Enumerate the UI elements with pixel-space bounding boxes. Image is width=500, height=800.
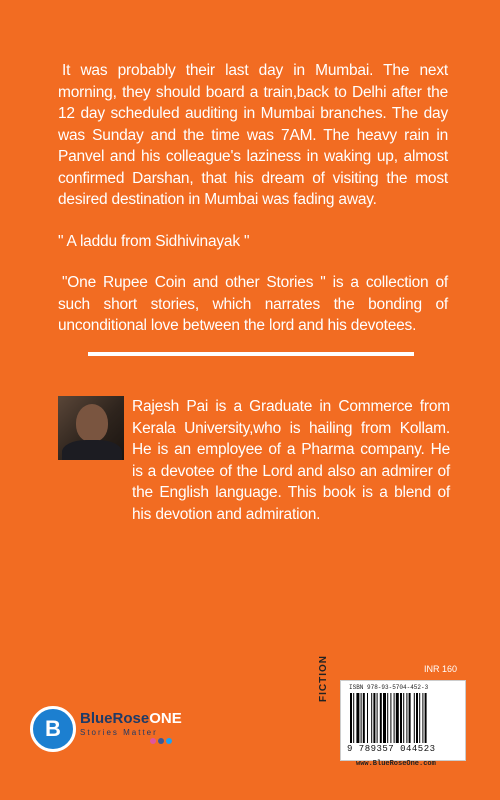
publisher-url: www.BlueRoseOne.com [356, 760, 436, 768]
social-icons [150, 738, 172, 744]
instagram-icon [150, 738, 156, 744]
barcode-bar [380, 693, 382, 743]
facebook-icon [158, 738, 164, 744]
isbn-barcode [340, 680, 466, 761]
barcode-bar [371, 693, 372, 743]
barcode-bar [363, 693, 365, 743]
barcode-bar [377, 693, 378, 743]
barcode-bar [350, 693, 352, 743]
blurb-quote: " A laddu from Sidhivinayak " [58, 232, 250, 250]
author-bio: Rajesh Pai is a Graduate in Commerce from Kerala University,who is hailing from Kollam. He is an employee of a Pharma company. He is a devotee of the Lord and also an admirer of the English language. This book is a blend of his devotion and admiration. [132, 398, 450, 523]
barcode-bar [422, 693, 423, 743]
barcode-bar [387, 693, 388, 743]
barcode-digits: 9 789357 044523 [347, 744, 436, 754]
blurb-paragraph-2: "One Rupee Coin and other Stories " is a collection of such short stories, which narrates the bonding of unconditional love between the lord and his devotees. [58, 274, 448, 334]
publisher-tagline: Stories Matter [80, 728, 158, 737]
price-label: INR 160 [424, 664, 458, 674]
barcode-bar [383, 693, 386, 743]
barcode-bar [373, 693, 375, 743]
barcode-bar [390, 693, 391, 743]
barcode-bar [416, 693, 418, 743]
barcode-bar [400, 693, 402, 743]
publisher-name: BlueRoseONE [80, 710, 182, 727]
publisher-logo [30, 706, 210, 756]
barcode-bar [406, 693, 407, 743]
section-divider [88, 352, 414, 356]
barcode-bar [394, 693, 395, 743]
barcode-bar [396, 693, 399, 743]
barcode-bar [353, 693, 354, 743]
blurb-section [58, 60, 448, 357]
barcode-bar [425, 693, 427, 743]
barcode-bar [356, 693, 359, 743]
twitter-icon [166, 738, 172, 744]
isbn-text: ISBN 978-93-5704-452-3 [349, 684, 429, 691]
author-photo [58, 396, 124, 460]
publisher-badge-icon: B [30, 706, 76, 752]
barcode-bar [414, 693, 415, 743]
barcode-bar [403, 693, 404, 743]
genre-label: FICTION [318, 655, 329, 702]
barcode-bar [361, 693, 362, 743]
barcode-bars [349, 693, 457, 743]
barcode-bar [409, 693, 411, 743]
barcode-bar [367, 693, 368, 743]
blurb-paragraph-1: It was probably their last day in Mumbai. The next morning, they should board a train,back to Delhi after the 12 day scheduled auditing in Mumbai branches. The day was Sunday and the time was 7AM. The heavy rain in Panvel and his colleague's laziness in waking up, almost confirmed Darshan, that his dream of visiting the most desired destination in Mumbai was fading away. [58, 62, 448, 208]
barcode-bar [419, 693, 420, 743]
